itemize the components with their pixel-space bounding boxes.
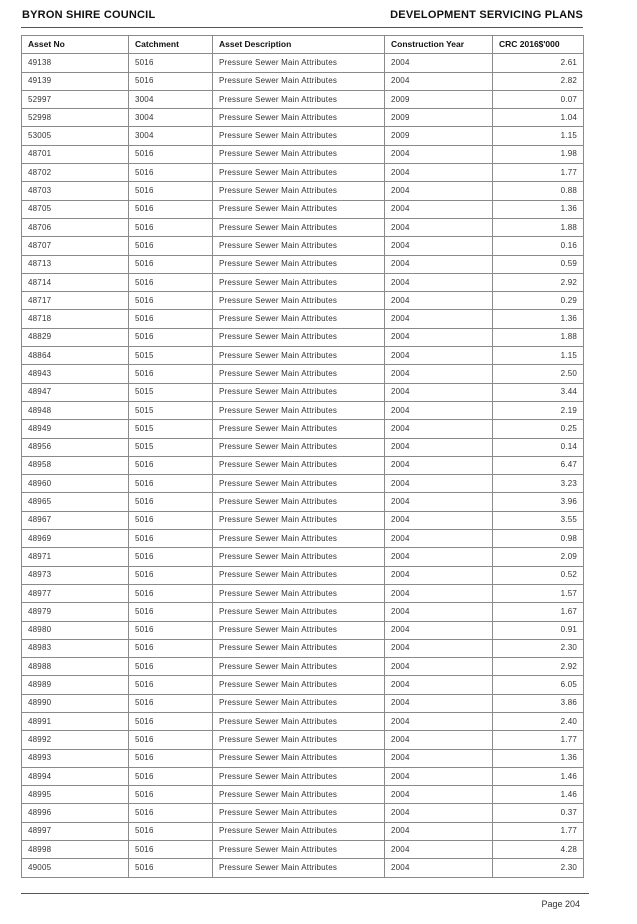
cell-asset-no: 48993 (22, 749, 129, 767)
cell-catchment: 5016 (129, 841, 213, 859)
cell-asset-description: Pressure Sewer Main Attributes (213, 347, 385, 365)
cell-catchment: 5016 (129, 548, 213, 566)
cell-crc: 2.09 (493, 548, 584, 566)
cell-catchment: 5016 (129, 273, 213, 291)
cell-construction-year: 2004 (385, 420, 493, 438)
cell-asset-description: Pressure Sewer Main Attributes (213, 72, 385, 90)
cell-construction-year: 2004 (385, 365, 493, 383)
cell-construction-year: 2004 (385, 218, 493, 236)
table-row (22, 383, 584, 401)
cell-asset-description: Pressure Sewer Main Attributes (213, 164, 385, 182)
table-row (22, 237, 584, 255)
cell-construction-year: 2004 (385, 749, 493, 767)
table-row (22, 767, 584, 785)
table-row (22, 90, 584, 108)
cell-catchment: 5016 (129, 164, 213, 182)
cell-catchment: 5016 (129, 72, 213, 90)
cell-asset-no: 48948 (22, 401, 129, 419)
cell-construction-year: 2004 (385, 731, 493, 749)
cell-crc: 2.82 (493, 72, 584, 90)
cell-asset-no: 48956 (22, 438, 129, 456)
cell-construction-year: 2004 (385, 712, 493, 730)
cell-asset-description: Pressure Sewer Main Attributes (213, 822, 385, 840)
cell-construction-year: 2004 (385, 456, 493, 474)
cell-catchment: 5016 (129, 182, 213, 200)
cell-crc: 1.98 (493, 145, 584, 163)
cell-catchment: 5015 (129, 383, 213, 401)
cell-crc: 4.28 (493, 841, 584, 859)
cell-asset-description: Pressure Sewer Main Attributes (213, 109, 385, 127)
table-row (22, 749, 584, 767)
cell-asset-description: Pressure Sewer Main Attributes (213, 328, 385, 346)
cell-catchment: 5016 (129, 456, 213, 474)
cell-asset-no: 48864 (22, 347, 129, 365)
cell-catchment: 5016 (129, 328, 213, 346)
table-row (22, 475, 584, 493)
cell-crc: 0.29 (493, 292, 584, 310)
cell-asset-no: 48707 (22, 237, 129, 255)
cell-asset-description: Pressure Sewer Main Attributes (213, 401, 385, 419)
cell-catchment: 5016 (129, 712, 213, 730)
cell-crc: 3.86 (493, 694, 584, 712)
cell-construction-year: 2009 (385, 127, 493, 145)
cell-catchment: 5016 (129, 475, 213, 493)
table-row (22, 712, 584, 730)
cell-catchment: 5016 (129, 566, 213, 584)
cell-asset-description: Pressure Sewer Main Attributes (213, 90, 385, 108)
document-title: DEVELOPMENT SERVICING PLANS (390, 9, 583, 21)
table-row (22, 841, 584, 859)
cell-asset-no: 48980 (22, 621, 129, 639)
table-row (22, 566, 584, 584)
cell-asset-no: 48958 (22, 456, 129, 474)
cell-crc: 0.91 (493, 621, 584, 639)
table-row (22, 438, 584, 456)
cell-construction-year: 2004 (385, 145, 493, 163)
cell-construction-year: 2009 (385, 109, 493, 127)
cell-construction-year: 2004 (385, 401, 493, 419)
table-row (22, 182, 584, 200)
cell-construction-year: 2004 (385, 292, 493, 310)
cell-asset-description: Pressure Sewer Main Attributes (213, 127, 385, 145)
cell-asset-description: Pressure Sewer Main Attributes (213, 54, 385, 72)
cell-catchment: 5016 (129, 218, 213, 236)
table-row (22, 786, 584, 804)
cell-asset-no: 49005 (22, 859, 129, 877)
cell-asset-description: Pressure Sewer Main Attributes (213, 804, 385, 822)
cell-catchment: 5016 (129, 237, 213, 255)
table-row (22, 328, 584, 346)
cell-construction-year: 2004 (385, 347, 493, 365)
cell-construction-year: 2004 (385, 328, 493, 346)
cell-catchment: 5016 (129, 493, 213, 511)
table-row (22, 218, 584, 236)
table-row (22, 164, 584, 182)
cell-crc: 1.77 (493, 731, 584, 749)
cell-construction-year: 2004 (385, 511, 493, 529)
header-divider (21, 27, 583, 28)
cell-asset-description: Pressure Sewer Main Attributes (213, 530, 385, 548)
column-header-asset-description: Asset Description (213, 36, 385, 54)
table-row (22, 676, 584, 694)
cell-catchment: 5016 (129, 658, 213, 676)
asset-table (21, 35, 584, 878)
table-row (22, 273, 584, 291)
cell-asset-description: Pressure Sewer Main Attributes (213, 603, 385, 621)
cell-construction-year: 2004 (385, 621, 493, 639)
cell-asset-description: Pressure Sewer Main Attributes (213, 493, 385, 511)
cell-construction-year: 2004 (385, 164, 493, 182)
cell-construction-year: 2004 (385, 54, 493, 72)
cell-catchment: 5016 (129, 639, 213, 657)
table-row (22, 456, 584, 474)
cell-construction-year: 2004 (385, 493, 493, 511)
cell-construction-year: 2004 (385, 658, 493, 676)
cell-construction-year: 2009 (385, 90, 493, 108)
cell-crc: 1.77 (493, 164, 584, 182)
cell-asset-no: 48988 (22, 658, 129, 676)
cell-construction-year: 2004 (385, 383, 493, 401)
table-row (22, 530, 584, 548)
cell-construction-year: 2004 (385, 475, 493, 493)
cell-asset-description: Pressure Sewer Main Attributes (213, 292, 385, 310)
cell-construction-year: 2004 (385, 438, 493, 456)
cell-crc: 2.50 (493, 365, 584, 383)
cell-asset-description: Pressure Sewer Main Attributes (213, 584, 385, 602)
cell-asset-no: 48973 (22, 566, 129, 584)
cell-asset-no: 48967 (22, 511, 129, 529)
cell-catchment: 5016 (129, 621, 213, 639)
cell-catchment: 5016 (129, 511, 213, 529)
cell-asset-no: 48979 (22, 603, 129, 621)
cell-crc: 1.67 (493, 603, 584, 621)
cell-crc: 0.88 (493, 182, 584, 200)
cell-asset-description: Pressure Sewer Main Attributes (213, 694, 385, 712)
cell-construction-year: 2004 (385, 603, 493, 621)
cell-asset-description: Pressure Sewer Main Attributes (213, 621, 385, 639)
cell-asset-no: 48965 (22, 493, 129, 511)
cell-asset-description: Pressure Sewer Main Attributes (213, 365, 385, 383)
cell-crc: 1.57 (493, 584, 584, 602)
table-row (22, 365, 584, 383)
cell-construction-year: 2004 (385, 200, 493, 218)
cell-construction-year: 2004 (385, 310, 493, 328)
table-row (22, 54, 584, 72)
cell-construction-year: 2004 (385, 273, 493, 291)
cell-crc: 3.23 (493, 475, 584, 493)
table-row (22, 621, 584, 639)
cell-asset-description: Pressure Sewer Main Attributes (213, 511, 385, 529)
cell-construction-year: 2004 (385, 237, 493, 255)
cell-construction-year: 2004 (385, 786, 493, 804)
cell-asset-no: 53005 (22, 127, 129, 145)
cell-asset-description: Pressure Sewer Main Attributes (213, 676, 385, 694)
cell-asset-description: Pressure Sewer Main Attributes (213, 237, 385, 255)
cell-catchment: 5016 (129, 822, 213, 840)
cell-asset-no: 48706 (22, 218, 129, 236)
cell-crc: 0.98 (493, 530, 584, 548)
cell-catchment: 5016 (129, 731, 213, 749)
cell-construction-year: 2004 (385, 767, 493, 785)
cell-asset-no: 48983 (22, 639, 129, 657)
cell-construction-year: 2004 (385, 639, 493, 657)
cell-catchment: 5015 (129, 438, 213, 456)
table-row (22, 109, 584, 127)
column-header-construction-year: Construction Year (385, 36, 493, 54)
cell-construction-year: 2004 (385, 804, 493, 822)
table-row (22, 603, 584, 621)
asset-table-body (22, 54, 584, 877)
cell-asset-description: Pressure Sewer Main Attributes (213, 749, 385, 767)
cell-construction-year: 2004 (385, 822, 493, 840)
cell-asset-description: Pressure Sewer Main Attributes (213, 767, 385, 785)
cell-crc: 0.07 (493, 90, 584, 108)
cell-catchment: 3004 (129, 90, 213, 108)
table-row (22, 420, 584, 438)
table-row (22, 548, 584, 566)
cell-catchment: 5015 (129, 420, 213, 438)
table-row (22, 347, 584, 365)
table-row (22, 145, 584, 163)
cell-crc: 2.61 (493, 54, 584, 72)
cell-asset-no: 48949 (22, 420, 129, 438)
cell-construction-year: 2004 (385, 530, 493, 548)
cell-catchment: 5016 (129, 786, 213, 804)
table-row (22, 493, 584, 511)
table-row (22, 804, 584, 822)
cell-crc: 3.55 (493, 511, 584, 529)
table-row (22, 694, 584, 712)
cell-asset-no: 48997 (22, 822, 129, 840)
cell-asset-description: Pressure Sewer Main Attributes (213, 658, 385, 676)
cell-asset-no: 49138 (22, 54, 129, 72)
cell-crc: 1.36 (493, 749, 584, 767)
cell-asset-no: 48718 (22, 310, 129, 328)
cell-asset-description: Pressure Sewer Main Attributes (213, 841, 385, 859)
cell-asset-no: 52997 (22, 90, 129, 108)
cell-asset-no: 48995 (22, 786, 129, 804)
cell-catchment: 5016 (129, 859, 213, 877)
cell-construction-year: 2004 (385, 548, 493, 566)
cell-catchment: 5015 (129, 347, 213, 365)
cell-construction-year: 2004 (385, 859, 493, 877)
table-row (22, 292, 584, 310)
cell-asset-description: Pressure Sewer Main Attributes (213, 548, 385, 566)
cell-asset-no: 49139 (22, 72, 129, 90)
cell-catchment: 5016 (129, 292, 213, 310)
column-header-catchment: Catchment (129, 36, 213, 54)
cell-asset-description: Pressure Sewer Main Attributes (213, 255, 385, 273)
cell-asset-no: 48992 (22, 731, 129, 749)
cell-crc: 0.16 (493, 237, 584, 255)
cell-asset-description: Pressure Sewer Main Attributes (213, 383, 385, 401)
cell-asset-description: Pressure Sewer Main Attributes (213, 639, 385, 657)
cell-construction-year: 2004 (385, 676, 493, 694)
cell-crc: 1.46 (493, 767, 584, 785)
cell-asset-description: Pressure Sewer Main Attributes (213, 859, 385, 877)
cell-asset-description: Pressure Sewer Main Attributes (213, 273, 385, 291)
cell-catchment: 5016 (129, 694, 213, 712)
cell-catchment: 5016 (129, 145, 213, 163)
cell-crc: 1.15 (493, 127, 584, 145)
cell-asset-no: 48989 (22, 676, 129, 694)
cell-asset-no: 48701 (22, 145, 129, 163)
cell-crc: 0.37 (493, 804, 584, 822)
cell-construction-year: 2004 (385, 182, 493, 200)
cell-catchment: 5015 (129, 401, 213, 419)
cell-asset-no: 48829 (22, 328, 129, 346)
cell-crc: 2.19 (493, 401, 584, 419)
cell-asset-description: Pressure Sewer Main Attributes (213, 200, 385, 218)
cell-asset-description: Pressure Sewer Main Attributes (213, 438, 385, 456)
cell-asset-no: 48947 (22, 383, 129, 401)
table-row (22, 658, 584, 676)
cell-crc: 2.40 (493, 712, 584, 730)
column-header-crc: CRC 2016$'000 (493, 36, 584, 54)
cell-crc: 2.92 (493, 658, 584, 676)
cell-crc: 2.30 (493, 859, 584, 877)
cell-asset-description: Pressure Sewer Main Attributes (213, 731, 385, 749)
cell-catchment: 5016 (129, 310, 213, 328)
cell-asset-no: 48703 (22, 182, 129, 200)
table-row (22, 639, 584, 657)
footer-divider (21, 893, 589, 894)
cell-crc: 0.14 (493, 438, 584, 456)
table-row (22, 127, 584, 145)
cell-construction-year: 2004 (385, 841, 493, 859)
table-row (22, 72, 584, 90)
cell-crc: 1.36 (493, 310, 584, 328)
asset-table-header (22, 36, 584, 54)
cell-asset-description: Pressure Sewer Main Attributes (213, 218, 385, 236)
cell-crc: 3.96 (493, 493, 584, 511)
cell-crc: 1.04 (493, 109, 584, 127)
cell-crc: 2.92 (493, 273, 584, 291)
table-row (22, 859, 584, 877)
cell-crc: 1.46 (493, 786, 584, 804)
cell-asset-no: 48705 (22, 200, 129, 218)
table-row (22, 731, 584, 749)
cell-catchment: 5016 (129, 584, 213, 602)
cell-asset-description: Pressure Sewer Main Attributes (213, 310, 385, 328)
cell-asset-no: 48996 (22, 804, 129, 822)
table-row (22, 401, 584, 419)
page-number: Page 204 (541, 899, 580, 909)
cell-asset-no: 48714 (22, 273, 129, 291)
cell-construction-year: 2004 (385, 694, 493, 712)
cell-crc: 0.25 (493, 420, 584, 438)
cell-crc: 0.59 (493, 255, 584, 273)
cell-asset-description: Pressure Sewer Main Attributes (213, 712, 385, 730)
cell-crc: 3.44 (493, 383, 584, 401)
cell-asset-description: Pressure Sewer Main Attributes (213, 786, 385, 804)
table-row (22, 822, 584, 840)
table-row (22, 200, 584, 218)
cell-crc: 6.05 (493, 676, 584, 694)
cell-crc: 2.30 (493, 639, 584, 657)
table-row (22, 511, 584, 529)
cell-asset-no: 48977 (22, 584, 129, 602)
cell-asset-no: 48998 (22, 841, 129, 859)
cell-asset-no: 52998 (22, 109, 129, 127)
cell-asset-description: Pressure Sewer Main Attributes (213, 475, 385, 493)
cell-asset-description: Pressure Sewer Main Attributes (213, 182, 385, 200)
cell-asset-no: 48960 (22, 475, 129, 493)
cell-crc: 1.88 (493, 218, 584, 236)
cell-construction-year: 2004 (385, 566, 493, 584)
cell-crc: 0.52 (493, 566, 584, 584)
cell-asset-no: 48702 (22, 164, 129, 182)
cell-crc: 1.15 (493, 347, 584, 365)
cell-catchment: 5016 (129, 54, 213, 72)
cell-crc: 6.47 (493, 456, 584, 474)
cell-construction-year: 2004 (385, 72, 493, 90)
cell-crc: 1.88 (493, 328, 584, 346)
cell-catchment: 5016 (129, 255, 213, 273)
cell-catchment: 5016 (129, 603, 213, 621)
cell-asset-description: Pressure Sewer Main Attributes (213, 566, 385, 584)
column-header-asset-no: Asset No (22, 36, 129, 54)
cell-asset-no: 48943 (22, 365, 129, 383)
cell-catchment: 3004 (129, 127, 213, 145)
cell-asset-no: 48991 (22, 712, 129, 730)
cell-catchment: 5016 (129, 530, 213, 548)
header-row (22, 36, 584, 54)
cell-construction-year: 2004 (385, 255, 493, 273)
cell-asset-no: 48971 (22, 548, 129, 566)
cell-catchment: 5016 (129, 200, 213, 218)
cell-catchment: 5016 (129, 804, 213, 822)
table-row (22, 584, 584, 602)
cell-asset-no: 48990 (22, 694, 129, 712)
cell-crc: 1.36 (493, 200, 584, 218)
cell-catchment: 5016 (129, 767, 213, 785)
cell-catchment: 5016 (129, 676, 213, 694)
cell-asset-no: 48994 (22, 767, 129, 785)
organization-title: BYRON SHIRE COUNCIL (22, 9, 156, 21)
cell-asset-description: Pressure Sewer Main Attributes (213, 145, 385, 163)
table-row (22, 310, 584, 328)
cell-crc: 1.77 (493, 822, 584, 840)
cell-asset-no: 48969 (22, 530, 129, 548)
cell-catchment: 5016 (129, 749, 213, 767)
cell-asset-description: Pressure Sewer Main Attributes (213, 456, 385, 474)
cell-catchment: 3004 (129, 109, 213, 127)
cell-construction-year: 2004 (385, 584, 493, 602)
cell-asset-description: Pressure Sewer Main Attributes (213, 420, 385, 438)
cell-asset-no: 48717 (22, 292, 129, 310)
table-row (22, 255, 584, 273)
cell-catchment: 5016 (129, 365, 213, 383)
cell-asset-no: 48713 (22, 255, 129, 273)
